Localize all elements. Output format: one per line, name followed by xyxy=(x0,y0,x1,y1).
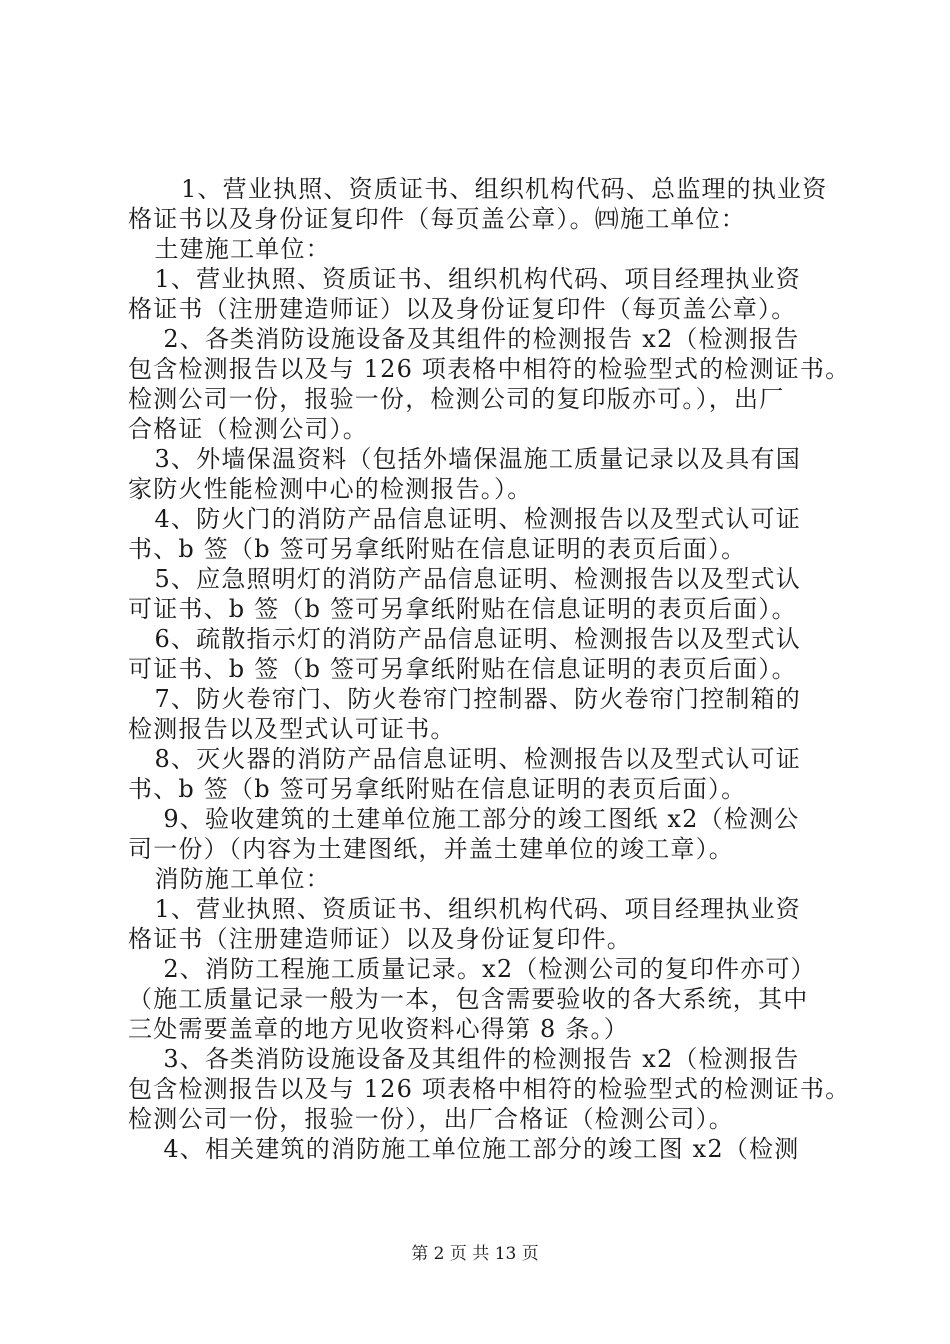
text-line: 土建施工单位： xyxy=(128,235,331,263)
text-line: 检测公司一份，报验一份），出厂合格证（检测公司）。 xyxy=(128,1105,734,1133)
text-line: 7、防火卷帘门、防火卷帘门控制器、防火卷帘门控制箱的 xyxy=(128,685,801,713)
text-line: 1、营业执照、资质证书、组织机构代码、项目经理执业资 xyxy=(128,895,801,923)
text-line: 家防火性能检测中心的检测报告。）。 xyxy=(128,475,533,503)
text-line: 5、应急照明灯的消防产品信息证明、检测报告以及型式认 xyxy=(128,565,801,593)
text-line: 3、各类消防设施设备及其组件的检测报告 x2（检测报告 xyxy=(128,1045,800,1073)
text-line: 司一份）（内容为土建图纸，并盖土建单位的竣工章）。 xyxy=(128,835,734,863)
text-line: 包含检测报告以及与 126 项表格中相符的检验型式的检测证书。 xyxy=(128,1075,851,1103)
text-line: 书、b 签（b 签可另拿纸附贴在信息证明的表页后面）。 xyxy=(128,775,747,803)
page-number-footer: 第 2 页 共 13 页 xyxy=(411,1244,539,1264)
text-line: 书、b 签（b 签可另拿纸附贴在信息证明的表页后面）。 xyxy=(128,535,747,563)
text-line: 4、防火门的消防产品信息证明、检测报告以及型式认可证 xyxy=(128,505,801,533)
text-line: 格证书（注册建造师证）以及身份证复印件。 xyxy=(128,925,632,953)
text-line: 可证书、b 签（b 签可另拿纸附贴在信息证明的表页后面）。 xyxy=(128,655,797,683)
text-line: 4、相关建筑的消防施工单位施工部分的竣工图 x2（检测 xyxy=(128,1135,800,1163)
text-line: 消防施工单位： xyxy=(128,865,331,893)
text-line: （施工质量记录一般为一本，包含需要验收的各大系统，其中 xyxy=(128,985,809,1013)
text-line: 三处需要盖章的地方见收资料心得第 8 条。） xyxy=(128,1015,629,1043)
text-line: 格证书（注册建造师证）以及身份证复印件（每页盖公章）。 xyxy=(128,295,797,323)
text-line: 检测公司一份，报验一份，检测公司的复印版亦可。），出厂 xyxy=(128,385,785,413)
text-line: 检测报告以及型式认可证书。 xyxy=(128,715,456,743)
document-body xyxy=(128,174,851,1164)
text-line: 6、疏散指示灯的消防产品信息证明、检测报告以及型式认 xyxy=(128,625,801,653)
text-line: 9、验收建筑的土建单位施工部分的竣工图纸 x2（检测公 xyxy=(128,805,800,833)
text-line: 包含检测报告以及与 126 项表格中相符的检验型式的检测证书。 xyxy=(128,355,851,383)
text-line: 2、各类消防设施设备及其组件的检测报告 x2（检测报告 xyxy=(128,325,800,353)
text-line: 2、消防工程施工质量记录。x2（检测公司的复印件亦可） xyxy=(128,955,816,983)
text-line: 1、营业执照、资质证书、组织机构代码、总监理的执业资 xyxy=(128,175,828,203)
text-line: 3、外墙保温资料（包括外墙保温施工质量记录以及具有国 xyxy=(128,445,801,473)
text-line: 格证书以及身份证复印件（每页盖公章）。㈣施工单位： xyxy=(128,205,746,233)
text-line: 合格证（检测公司）。 xyxy=(128,415,368,443)
text-line: 8、灭火器的消防产品信息证明、检测报告以及型式认可证 xyxy=(128,745,801,773)
text-line: 1、营业执照、资质证书、组织机构代码、项目经理执业资 xyxy=(128,265,801,293)
text-line: 可证书、b 签（b 签可另拿纸附贴在信息证明的表页后面）。 xyxy=(128,595,797,623)
